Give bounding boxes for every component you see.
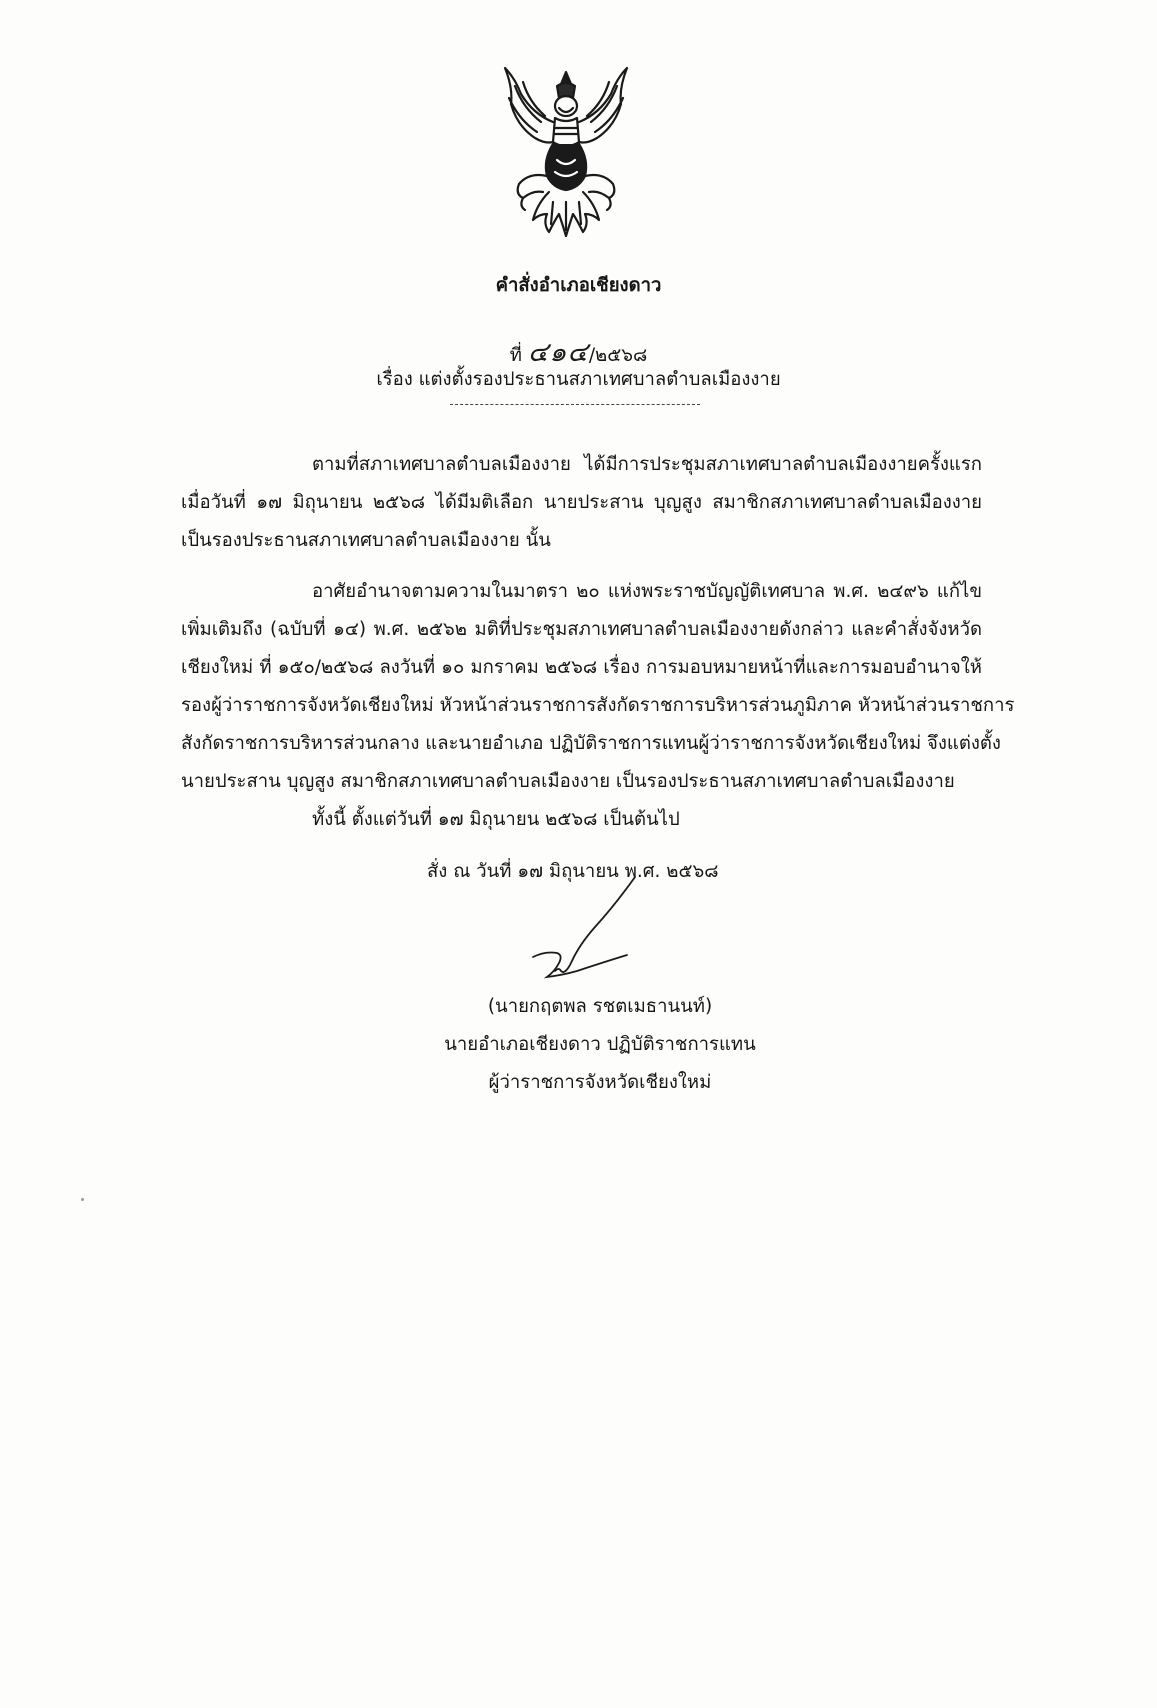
order-number-handwritten: ๔๑๔ (527, 337, 589, 368)
scan-speck (81, 1198, 84, 1201)
separator-line (450, 404, 700, 405)
signer-position-2: ผู้ว่าราชการจังหวัดเชียงใหม่ (488, 1072, 712, 1093)
signature-block (370, 988, 830, 1102)
signer-position-1: นายอำเภอเชียงดาว ปฏิบัติราชการแทน (444, 1034, 756, 1055)
paragraph-2-line: เชียงใหม่ ที่ ๑๕๐/๒๕๖๘ ลงวันที่ ๑๐ มกราคม ๒๕๖๘ เรื่อง การมอบหมายหน้าที่และการมอบอำนาจให้ (181, 657, 982, 678)
paragraph-1-line: ตามที่สภาเทศบาลตำบลเมืองงาย ได้มีการประชุมสภาเทศบาลตำบลเมืองงายครั้งแรก (312, 454, 982, 475)
handwritten-signature (515, 875, 640, 985)
paragraph-2-line: อาศัยอำนาจตามความในมาตรา ๒๐ แห่งพระราชบัญญัติเทศบาล พ.ศ. ๒๔๙๖ แก้ไข (312, 581, 982, 602)
paragraph-1-line: เมื่อวันที่ ๑๗ มิถุนายน ๒๕๖๘ ได้มีมติเลือก นายประสาน บุญสูง สมาชิกสภาเทศบาลตำบลเมืองงาย (181, 492, 982, 513)
garuda-emblem-icon (493, 64, 640, 241)
order-number-prefix: ที่ (509, 345, 522, 366)
paragraph-2-line: เพิ่มเติมถึง (ฉบับที่ ๑๔) พ.ศ. ๒๕๖๒ มติที่ประชุมสภาเทศบาลตำบลเมืองงายดังกล่าว และคำสั่งจังหวัด (181, 619, 982, 640)
order-title: คำสั่งอำเภอเชียงดาว (495, 275, 662, 296)
ordered-date: สั่ง ณ วันที่ ๑๗ มิถุนายน พ.ศ. ๒๕๖๘ (427, 861, 719, 882)
paragraph-2 (181, 573, 1015, 801)
order-number-suffix: /๒๕๖๘ (588, 345, 648, 366)
paragraph-1 (181, 446, 982, 560)
paragraph-2-line: รองผู้ว่าราชการจังหวัดเชียงใหม่ หัวหน้าส่วนราชการสังกัดราชการบริหารส่วนภูมิภาค หัวหน้าส่วนราชการ (181, 695, 1015, 716)
paragraph-1-line: เป็นรองประธานสภาเทศบาลตำบลเมืองงาย นั้น (181, 530, 551, 551)
paragraph-2-line: สังกัดราชการบริหารส่วนกลาง และนายอำเภอ ปฏิบัติราชการแทนผู้ว่าราชการจังหวัดเชียงใหม่ จึงแต่งตั้ง (181, 733, 1001, 754)
effective-date: ทั้งนี้ ตั้งแต่วันที่ ๑๗ มิถุนายน ๒๕๖๘ เป็นต้นไป (312, 809, 680, 830)
order-subject: เรื่อง แต่งตั้งรองประธานสภาเทศบาลตำบลเมืองงาย (376, 369, 781, 390)
paragraph-2-line: นายประสาน บุญสูง สมาชิกสภาเทศบาลตำบลเมืองงาย เป็นรองประธานสภาเทศบาลตำบลเมืองงาย (181, 771, 955, 792)
signer-name: (นายกฤตพล รชตเมธานนท์) (487, 996, 713, 1017)
